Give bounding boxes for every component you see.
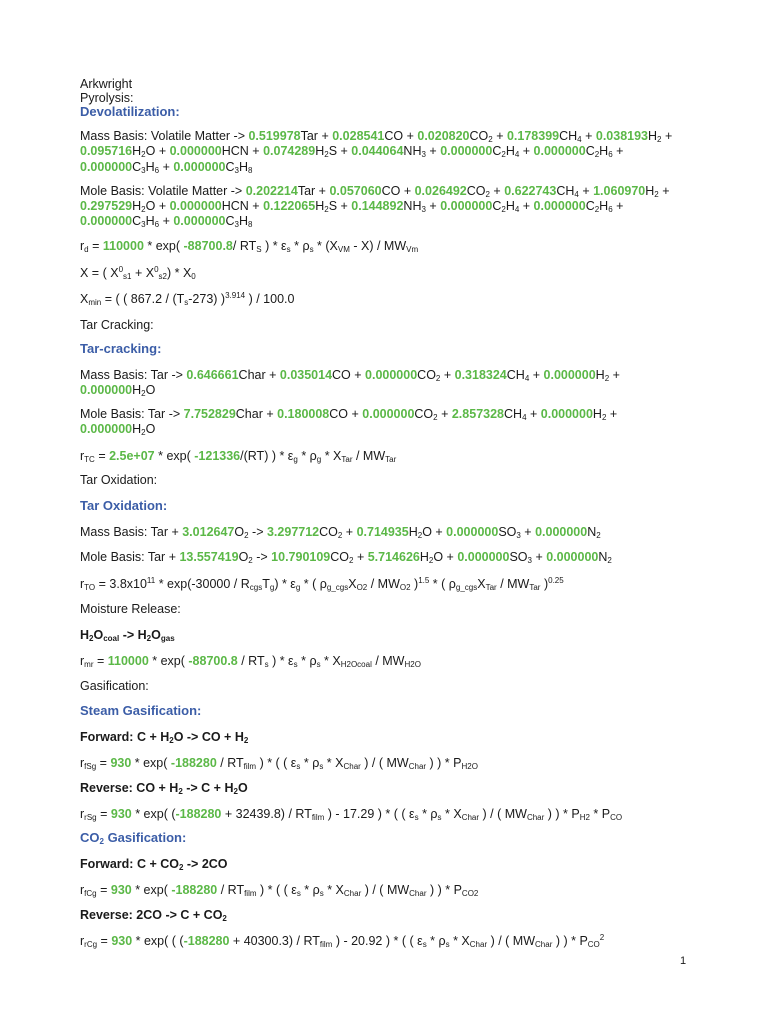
devol-mole-line1: Mole Basis: Volatile Matter -> $0.202214Tar + 0.057060CO + 0.026492CO_2 + 0.622743CH_4 + 1.060970H_2$ +: [80, 184, 670, 199]
page-number: 1: [680, 955, 687, 967]
rrsg-equation: $r_{rSg} = 930 * \exp$( $(-188280 + 32439.8) / RT_{film}$ ) - 17.29 ) * ( ( $\varepsilon_s * \rho_s * X_{Char}$ ) / ( $MW_{Char}$ ) ) * $P_{H2} * P_{CO}$: [80, 807, 623, 822]
taroxid-mass-line: Mass Basis: Tar + $3.012647O_2 -> 3.297712CO_2 + 0.714935H_2O + 0.000000SO_3 + 0.000000N_2$: [80, 525, 601, 540]
taroxid-mole-line: Mole Basis: Tar + $13.557419O_2 -> 10.790109CO_2 + 5.714626H_2O + 0.000000SO_3 + 0.000000N_2$: [80, 550, 612, 565]
rfsg-equation: $r_{fSg} = 930 * \exp$( $-188280 / RT_{film}$ ) * ( ( $\varepsilon_s * \rho_s * X_{Char}$ ) / ( $MW_{Char}$ ) ) * $P_{H2O}$: [80, 756, 478, 771]
moisture-reaction: $H_2O_{coal} -> H_2O_{gas}$: [80, 628, 175, 643]
tarcrack-mole-line2: $0.000000H_2O$: [80, 422, 156, 437]
section-label: Pyrolysis:: [80, 91, 134, 105]
devol-mass-line2: $0.095716H_2O + 0.000000HCN + 0.074289H_2S + 0.044064NH_3 + 0.000000C_2H_4 + 0.000000C_2H_6$ +: [80, 144, 624, 159]
xmin-equation: $X_{min}$ = ( ( $867.2 / (T_s-273)$ )$^{3.914}$ ) / 100.0: [80, 291, 295, 307]
tarcrack-mass-line2: $0.000000H_2O$: [80, 383, 156, 398]
x-equation: X = ( $X^0_{s1} + X^0_{s2}) * X_0$: [80, 265, 196, 281]
co2-gasification-heading: $CO_2$ Gasification:: [80, 830, 187, 846]
co2-reverse-reaction: Reverse: $2CO -> C + CO_2$: [80, 908, 227, 923]
steam-forward-reaction: Forward: $C + H_2O$ -> CO + $H_2$: [80, 730, 249, 745]
devolatilization-heading: Devolatilization:: [80, 104, 180, 119]
rfcg-equation: $r_{fCg} = 930 * \exp$( $-188280 / RT_{film}$ ) * ( ( $\varepsilon_s * \rho_s * X_{Char}$ ) / ( $MW_{Char}$ ) ) * $P_{CO2}$: [80, 883, 479, 898]
rto-equation: $r_{TO} = 3.8x10^{11} * \exp(-30000 / R_{cgs}T_g) * \varepsilon_g$ * ( $\rho_{g\_cgs}X_{O2} / MW_{O2}$ )$^{1.5}$ * ( $\rho_{g\_cgs}X_{Tar} / MW_{Tar}$ )$^{0.25}$: [80, 576, 564, 592]
tarcrack-mass-line1: Mass Basis: Tar -> 0.646661Char + $0.035014CO + 0.000000CO_2 + 0.318324CH_4 + 0.000000H_2$ +: [80, 368, 620, 383]
tar-oxidation-label: Tar Oxidation:: [80, 473, 158, 487]
gasification-label: Gasification:: [80, 679, 149, 693]
rtc-equation: $r_{TC} = 2.5e+07 * \exp$( -121336/(RT) ) * $\varepsilon_g * \rho_g * X_{Tar} / MW_{Tar}$: [80, 449, 397, 464]
rd-equation: $r_d = 110000 * \exp$( -88700.8/ $RT_S$ ) * $\varepsilon_s * \rho_s * (X_{VM} - X) / MW_{Vm}$: [80, 239, 419, 254]
tar-oxidation-heading: Tar Oxidation:: [80, 498, 168, 513]
devol-mole-line2: $0.297529H_2O + 0.000000HCN + 0.122065H_2S + 0.144892NH_3 + 0.000000C_2H_4 + 0.000000C_2H_6$ +: [80, 199, 624, 214]
tarcrack-mole-line1: Mole Basis: Tar -> 7.752829Char + $0.180008CO + 0.000000CO_2 + 2.857328CH_4 + 0.000000H_2$ +: [80, 407, 618, 422]
steam-gasification-heading: Steam Gasification:: [80, 703, 202, 718]
steam-reverse-reaction: Reverse: CO + $H_2 -> C + H_2O$: [80, 781, 248, 796]
tar-cracking-heading: Tar-cracking:: [80, 341, 162, 356]
devol-mole-line3: $0.000000C_3H_6 + 0.000000C_3H_8$: [80, 214, 253, 229]
author-line: Arkwright: [80, 77, 133, 91]
rmr-equation: $r_{mr} = 110000 * \exp$( $-88700.8 / RT_s$ ) * $\varepsilon_s * \rho_s * X_{H2Ocoal} / MW_{H2O}$: [80, 654, 421, 669]
rrcg-equation: $r_{rCg} = 930 * \exp$( ( $(-188280 + 40300.3) / RT_{film}$ ) - 20.92 ) * ( ( $\varepsilon_s * \rho_s * X_{Char}$ ) / ( $MW_{Char}$ ) ) * $P_{CO}^2$: [80, 933, 605, 949]
devol-mass-line1: Mass Basis: Volatile Matter -> $0.519978Tar + 0.028541CO + 0.020820CO_2 + 0.178399CH_4 + 0.038193H_2$ +: [80, 129, 673, 144]
tar-cracking-label: Tar Cracking:: [80, 318, 154, 332]
devol-mass-line3: $0.000000C_3H_6 + 0.000000C_3H_8$: [80, 160, 253, 175]
moisture-label: Moisture Release:: [80, 602, 181, 616]
co2-forward-reaction: Forward: $C + CO_2 -> 2CO$: [80, 857, 228, 872]
